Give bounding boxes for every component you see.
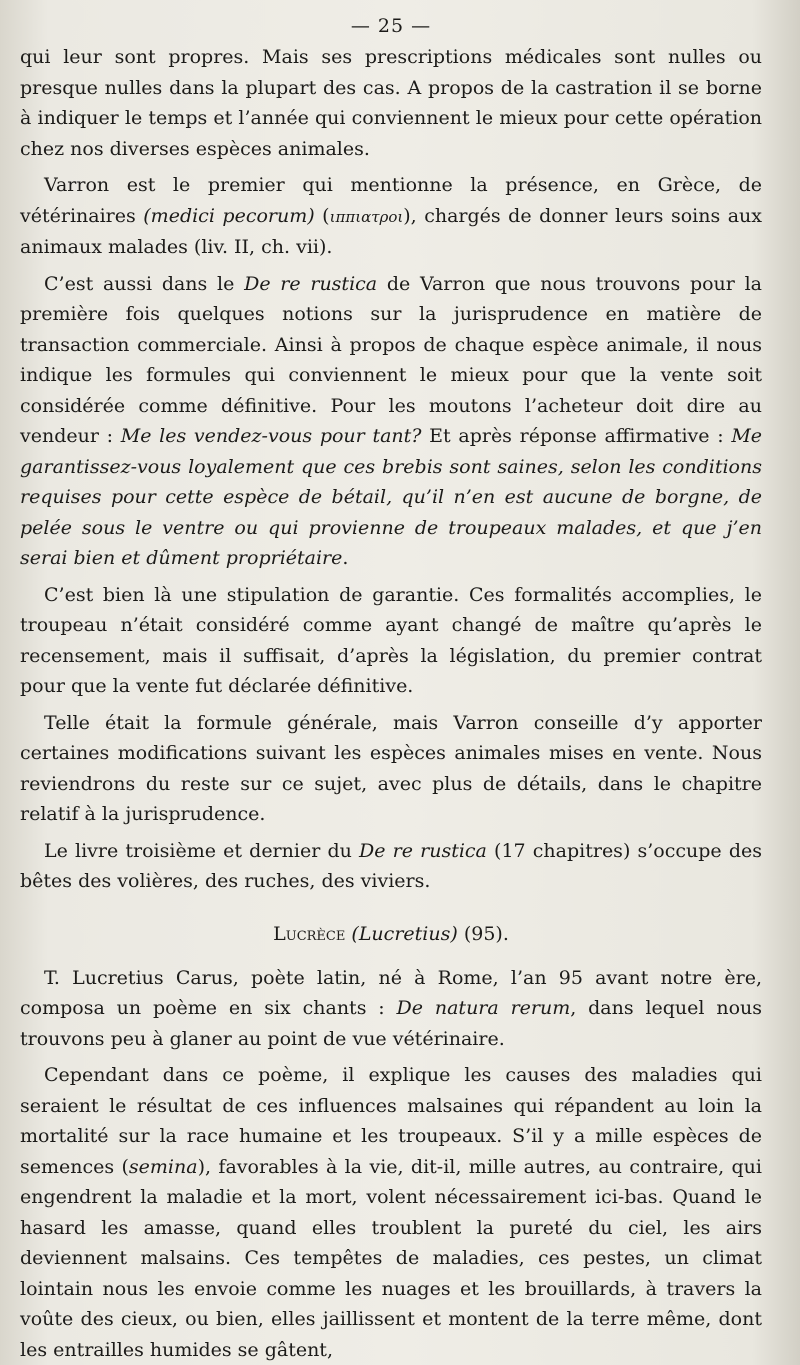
book-title: De re rustica xyxy=(359,839,487,862)
text-run: . xyxy=(342,547,349,569)
paragraph-3 xyxy=(20,269,762,574)
text-run: T. Lucretius Carus, poète latin, né à Rome, l’an 95 avant notre ère, composa un poème en six chants : xyxy=(20,966,762,1019)
paragraph-5 xyxy=(20,708,762,830)
text-run: ), favorables à la vie, dit-il, mille autres, au contraire, qui engendrent la maladie et la mort, volent nécessairement ici-bas. Quand le hasard les amasse, quand elles troublent la pureté du ciel, les airs deviennent malsains. Ces tempêtes de maladies, ces pestes, un climat lointain nous les envoie comme les nuages et les brouillards, à travers la voûte des cieux, ou bien, elles jaillissent et montent de la terre même, dont les entrailles humides se gâtent, xyxy=(20,1155,762,1361)
text-run: , dans lequel nous trouvons peu à glaner au point de vue vétérinaire. xyxy=(20,997,762,1050)
heading-name: Lucrèce xyxy=(273,922,346,945)
quoted-formula: Me les vendez-vous pour tant? xyxy=(120,425,422,447)
paragraph-1 xyxy=(20,42,762,164)
text-run: qui leur sont propres. Mais ses prescriptions médicales sont nulles ou presque nulles dans la plupart des cas. A propos de la castration il se borne à indiquer le temps et l’année qui conviennent le mieux pour cette opération chez nos diverses espèces animales. xyxy=(20,46,762,160)
paragraph-7 xyxy=(20,963,762,1055)
text-run: Et après réponse affirmative : xyxy=(421,425,732,447)
page-number: — 25 — xyxy=(350,15,432,37)
text-run: ( xyxy=(314,204,330,227)
text-run: Varron est le premier qui mentionne la présence, en Grèce, de vétérinaires xyxy=(20,174,762,227)
book-title: De natura rerum xyxy=(396,997,571,1019)
latin-term: (medici pecorum) xyxy=(143,204,315,227)
text-run: C’est bien là une stipulation de garantie. Ces formalités accomplies, le troupeau n’était considéré comme ayant changé de maître qu’après le recensement, mais il suffisait, d’après la législation, du premier contrat pour que la vente fut déclarée définitive. xyxy=(20,583,762,697)
quoted-formula: Me garantissez-vous loyalement que ces brebis sont saines, selon les conditions requises pour cette espèce de bétail, qu’il n’en est aucune de borgne, de pelée sous le ventre ou qui provienne de troupeaux malades, et que j’en serai bien et dûment propriétaire xyxy=(20,425,763,569)
text-run: de Varron que nous trouvons pour la première fois quelques notions sur la jurisprudence en matière de transaction commerciale. Ainsi à propos de chaque espèce animale, il nous indique les formules qui conviennent le mieux pour que la vente soit considérée comme définitive. Pour les moutons l’acheteur doit dire au vendeur : xyxy=(20,272,763,447)
text-run: C’est aussi dans le xyxy=(44,272,245,295)
heading-reference: (95). xyxy=(463,922,509,945)
section-heading xyxy=(20,919,762,949)
paragraph-4 xyxy=(20,580,762,702)
heading-latin-name: (Lucretius) xyxy=(351,922,458,945)
text-run: Le livre troisième et dernier du xyxy=(44,839,359,862)
text-run: ), chargés de donner leurs soins aux animaux malades (liv. II, ch. vii). xyxy=(20,204,762,258)
paragraph-2 xyxy=(20,170,762,263)
latin-term: semina xyxy=(128,1155,198,1178)
text-run: Cependant dans ce poème, il explique les causes des maladies qui seraient le résultat de ces influences malsaines qui répandent au loin la mortalité sur la race humaine et les troupeaux. S’il y a mille espèces de semences ( xyxy=(20,1064,762,1178)
paragraph-6 xyxy=(20,836,762,897)
greek-term: ιππιατροι xyxy=(329,207,404,226)
text-run: (17 chapitres) s’occupe des bêtes des volières, des ruches, des viviers. xyxy=(20,839,762,892)
text-run: Telle était la formule générale, mais Varron conseille d’y apporter certaines modifications suivant les espèces animales mises en vente. Nous reviendrons du reste sur ce sujet, avec plus de détails, dans le chapitre relatif à la jurisprudence. xyxy=(20,711,762,825)
paragraph-8 xyxy=(20,1060,762,1365)
book-title: De re rustica xyxy=(244,272,378,295)
